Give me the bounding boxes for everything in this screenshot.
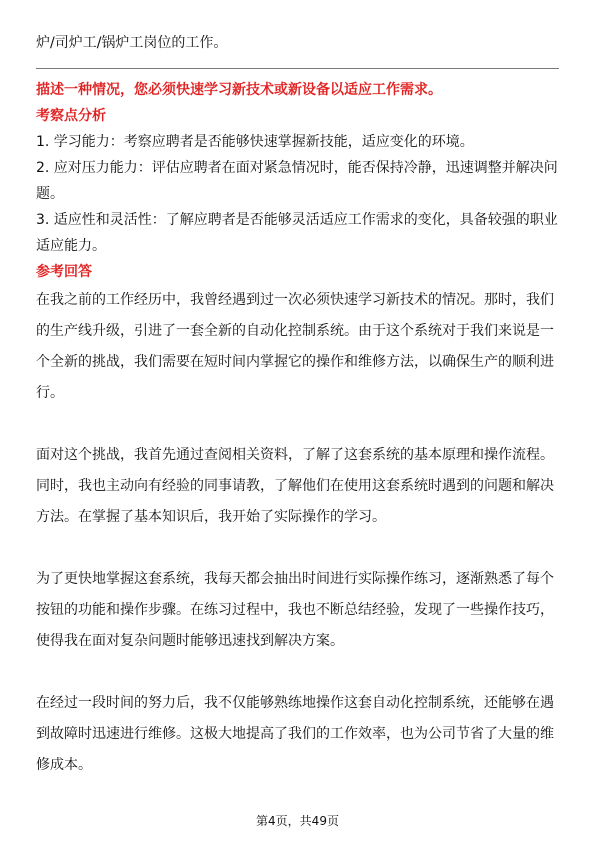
answer-body	[36, 285, 559, 781]
page-footer	[0, 812, 595, 829]
analysis-heading: 考察点分析	[36, 108, 106, 124]
answer-paragraph: 为了更快地掌握这套系统，我每天都会抽出时间进行实际操作练习，逐渐熟悉了每个按钮的功能和操作步骤。在练习过程中，我也不断总结经验，发现了一些操作技巧，使得我在面对复杂问题时能够迅速找到解决方案。	[36, 571, 554, 649]
paragraph-spacer	[36, 657, 559, 688]
document-page	[36, 30, 559, 781]
paragraph-spacer	[36, 533, 559, 564]
page-number: 第4页，共49页	[256, 814, 339, 828]
answer-paragraph: 在经过一段时间的努力后，我不仅能够熟练地操作这套自动化控制系统，还能够在遇到故障时迅速进行维修。这极大地提高了我们的工作效率，也为公司节省了大量的维修成本。	[36, 695, 554, 773]
analysis-item: 2. 应对压力能力：评估应聘者在面对紧急情况时，能否保持冷静，迅速调整并解决问题。	[36, 160, 558, 202]
analysis-item: 1. 学习能力：考察应聘者是否能够快速掌握新技能，适应变化的环境。	[36, 134, 474, 150]
paragraph-spacer	[36, 409, 559, 440]
top-text: 炉/司炉工/锅炉工岗位的工作。	[36, 35, 228, 51]
answer-paragraph: 在我之前的工作经历中，我曾经遇到过一次必须快速学习新技术的情况。那时，我们的生产线升级，引进了一套全新的自动化控制系统。由于这个系统对于我们来说是一个全新的挑战，我们需要在短时间内掌握它的操作和维修方法，以确保生产的顺利进行。	[36, 292, 554, 401]
answer-heading: 参考回答	[36, 264, 92, 280]
analysis-item: 3. 适应性和灵活性：了解应聘者是否能够灵活适应工作需求的变化，具备较强的职业适应能力。	[36, 212, 558, 254]
answer-paragraph: 面对这个挑战，我首先通过查阅相关资料，了解了这套系统的基本原理和操作流程。同时，我也主动向有经验的同事请教，了解他们在使用这套系统时遇到的问题和解决方法。在掌握了基本知识后，我开始了实际操作的学习。	[36, 447, 554, 525]
question-text: 描述一种情况，您必须快速学习新技术或新设备以适应工作需求。	[36, 82, 442, 98]
divider	[36, 68, 559, 69]
analysis-list	[36, 129, 559, 259]
